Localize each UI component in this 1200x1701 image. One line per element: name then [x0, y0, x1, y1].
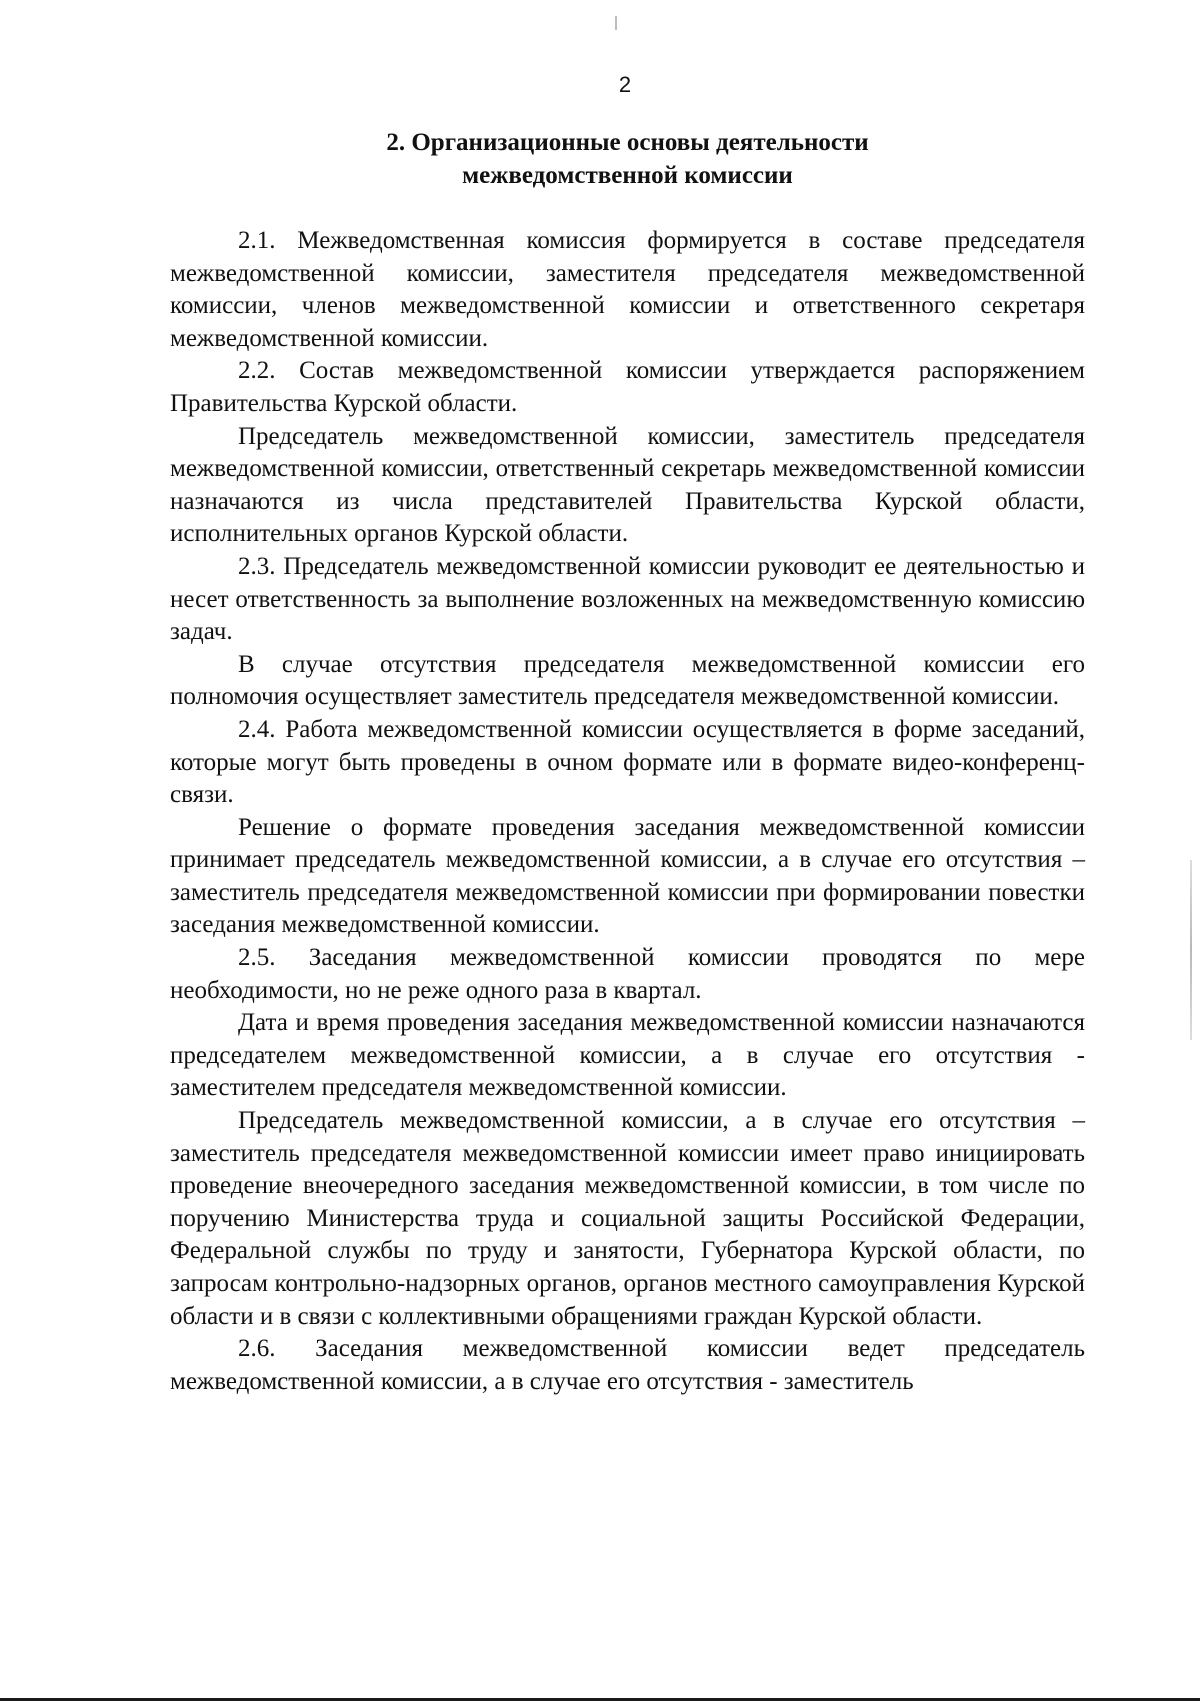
- paragraph-2-4-format: Решение о формате проведения заседания межведомственной комиссии принимает председатель межведомственной комиссии, а в случае его отсутствия – заместитель председателя межведомственной комиссии при формировании повестки заседания межведомственной комиссии.: [170, 813, 1085, 939]
- paragraph-2-3: 2.3. Председатель межведомственной комиссии руководит ее деятельностью и несет ответственность за выполнение возложенных на межведомственную комиссию задач.: [170, 552, 1085, 646]
- paragraph-2-2-chair: Председатель межведомственной комиссии, заместитель председателя межведомственной комиссии, ответственный секретарь межведомственной комиссии назначаются из числа представителей Правительства Курской области, исполнительных органов Курской области.: [170, 422, 1085, 548]
- paragraph-2-5: 2.5. Заседания межведомственной комиссии проводятся по мере необходимости, но не реже одного раза в квартал.: [170, 944, 1085, 1004]
- paragraph-2-3-absence: В случае отсутствия председателя межведомственной комиссии его полномочия осуществляет заместитель председателя межведомственной комиссии.: [170, 650, 1085, 711]
- section-heading-line-1: 2. Организационные основы деятельности: [386, 129, 869, 156]
- section-heading: [170, 126, 1085, 192]
- paragraph-2-2: 2.2. Состав межведомственной комиссии утверждается распоряжением Правительства Курской области.: [170, 357, 1085, 417]
- scan-edge-artifact: [1190, 860, 1192, 1040]
- page-number: 2: [618, 72, 632, 97]
- scan-speck: [615, 16, 617, 30]
- paragraph-2-5-extraordinary: Председатель межведомственной комиссии, а в случае его отсутствия – заместитель председателя межведомственной комиссии имеет право инициировать проведение внеочередного заседания межведомственной комиссии, в том числе по поручению Министерства труда и социальной защиты Российской Федерации, Федеральной службы по труду и занятости, Губернатора Курской области, по запросам контрольно-надзорных органов, органов местного самоуправления Курской области и в связи с коллективными обращениями граждан Курской области.: [170, 1107, 1085, 1330]
- paragraph-2-6: 2.6. Заседания межведомственной комиссии ведет председатель межведомственной комиссии, а в случае его отсутствия - заместитель: [170, 1335, 1085, 1395]
- paragraph-2-1: 2.1. Межведомственная комиссия формируется в составе председателя межведомственной комиссии, заместителя председателя межведомственной комиссии, членов межведомственной комиссии и ответственного секретаря межведомственной комиссии.: [170, 227, 1085, 352]
- document-body: [170, 225, 1085, 1398]
- paragraph-2-4: 2.4. Работа межведомственной комиссии осуществляется в форме заседаний, которые могут быть проведены в очном формате или в формате видео-конференц-связи.: [170, 715, 1085, 809]
- paragraph-2-5-date: Дата и время проведения заседания межведомственной комиссии назначаются председателем межведомственной комиссии, а в случае его отсутствия - заместителем председателя межведомственной комиссии.: [170, 1009, 1085, 1102]
- section-heading-line-2: межведомственной комиссии: [462, 162, 793, 189]
